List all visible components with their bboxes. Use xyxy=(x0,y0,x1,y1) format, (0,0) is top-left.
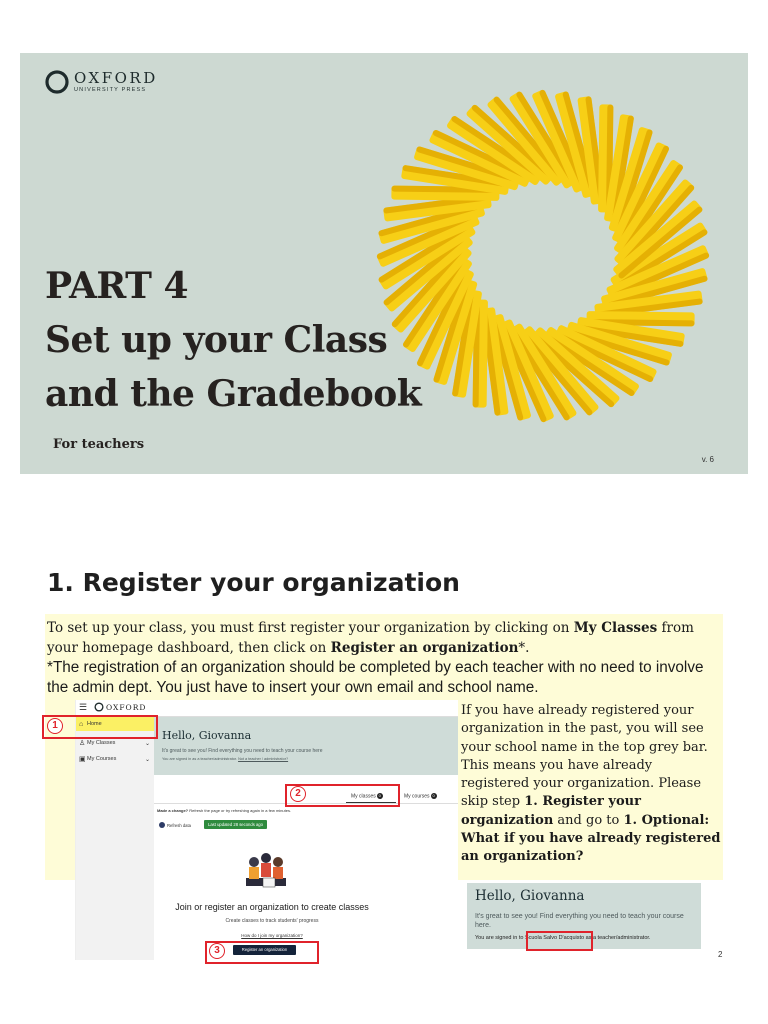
hello2-signed-label: You are signed in to xyxy=(475,935,525,941)
intro-footnote: *The registration of an organization should be completed by each teacher with no need to involve the admin dept. You just have to insert your own email and school name. xyxy=(47,659,704,696)
hello2-signed-suffix: as a teacher/administrator. xyxy=(584,935,651,941)
sidebar-item-label: Home xyxy=(87,721,102,727)
hello-banner xyxy=(154,717,459,775)
sidebar-item-label: My Classes xyxy=(87,740,116,746)
intro-text-part: from your homepage dashboard, then click on xyxy=(47,620,694,656)
note-text: If you have already registered your organization in the past, you will see your school name in the top grey bar. This means you have already registered your organization. Please skip step xyxy=(461,703,708,810)
refresh-label: Refresh data xyxy=(167,822,191,828)
highlight-school-name xyxy=(526,931,593,951)
version-label: v. 6 xyxy=(701,455,714,464)
register-organization-button[interactable]: Register an organization xyxy=(233,945,296,955)
hello2-greeting: It's great to see you! Find everything you need to teach your course here. xyxy=(475,913,684,929)
section-heading: 1. Register your organization xyxy=(47,568,460,597)
oxford-logo xyxy=(44,69,158,95)
tab-label: My courses xyxy=(404,793,430,800)
last-updated-badge: Last updated 28 seconds ago xyxy=(204,820,267,829)
sidebar-item-label: My Courses xyxy=(87,756,117,762)
logo-wordmark: OXFORD xyxy=(74,68,158,87)
refresh-data-button[interactable] xyxy=(159,822,191,828)
note-optional-emphasis: 1. Optional: What if you have already registered an organization? xyxy=(461,812,721,865)
dashboard-screenshot xyxy=(75,700,459,960)
step-marker-2: 2 xyxy=(290,786,306,802)
oxford-logo-icon xyxy=(94,702,104,712)
dashboard-logo-text: OXFORD xyxy=(106,702,147,712)
cover-title-line: Set up your Class xyxy=(45,319,388,361)
refresh-hint xyxy=(157,808,291,813)
cover-title xyxy=(45,259,465,421)
cover-title-line: and the Gradebook xyxy=(45,373,422,415)
home-icon: ⌂ xyxy=(79,720,84,728)
cover-panel xyxy=(20,53,748,474)
hamburger-menu-icon[interactable]: ☰ xyxy=(79,702,88,712)
chevron-down-icon: ⌄ xyxy=(144,740,150,747)
courses-icon: ▣ xyxy=(79,756,86,763)
cover-title-line: PART 4 xyxy=(45,265,189,307)
join-organization-link[interactable]: How do I join my organization? xyxy=(241,933,303,938)
intro-text xyxy=(47,618,719,698)
logo-subtitle: UNIVERSITY PRESS xyxy=(74,86,147,93)
school-name: Scuola Salvo D'acquisto xyxy=(524,935,585,941)
note-step-emphasis: 1. Register your organization xyxy=(461,794,641,828)
my-classes-emphasis: My Classes xyxy=(573,620,658,636)
register-emphasis: Register an organization xyxy=(330,640,519,656)
join-organization-title: Join or register an organization to create classes xyxy=(175,902,369,912)
refresh-hint-text: Refresh the page or try refreshing again in a few minutes. xyxy=(188,808,292,813)
signed-in-label: You are signed in as a teacher/administrator. xyxy=(162,757,239,761)
intro-text-part: To set up your class, you must first register your organization by clicking on xyxy=(47,620,574,636)
step-marker-1: 1 xyxy=(47,718,63,734)
chevron-down-icon: ⌄ xyxy=(144,756,150,763)
hello-title: Hello, Giovanna xyxy=(162,729,252,742)
hello2-title: Hello, Giovanna xyxy=(475,888,585,904)
count-badge: 0 xyxy=(432,793,435,798)
step-marker-3: 3 xyxy=(209,943,225,959)
already-registered-note xyxy=(461,702,723,867)
join-organization-subtitle: Create classes to track students' progress xyxy=(225,918,319,924)
classes-icon: ♙ xyxy=(79,740,86,747)
oxford-logo-icon xyxy=(44,69,70,95)
page-number: 2 xyxy=(718,950,723,959)
not-teacher-link[interactable]: Not a teacher / administrator? xyxy=(238,757,289,761)
refresh-hint-bold: Made a change? xyxy=(157,808,189,813)
greeting-text: It's great to see you! Find everything you need to teach your course here xyxy=(162,748,323,754)
intro-text-part: *. xyxy=(518,640,530,656)
count-badge: 0 xyxy=(378,793,381,798)
cover-subtitle: For teachers xyxy=(53,437,145,452)
signed-in-text xyxy=(162,757,288,761)
tab-label: My classes xyxy=(351,793,376,800)
tab-my-courses[interactable] xyxy=(404,793,437,799)
dashboard-logo xyxy=(94,702,146,712)
note-text: and go to xyxy=(553,812,624,828)
sidebar-item-courses[interactable] xyxy=(76,752,154,766)
refresh-icon xyxy=(159,822,165,828)
people-illustration xyxy=(236,848,296,893)
